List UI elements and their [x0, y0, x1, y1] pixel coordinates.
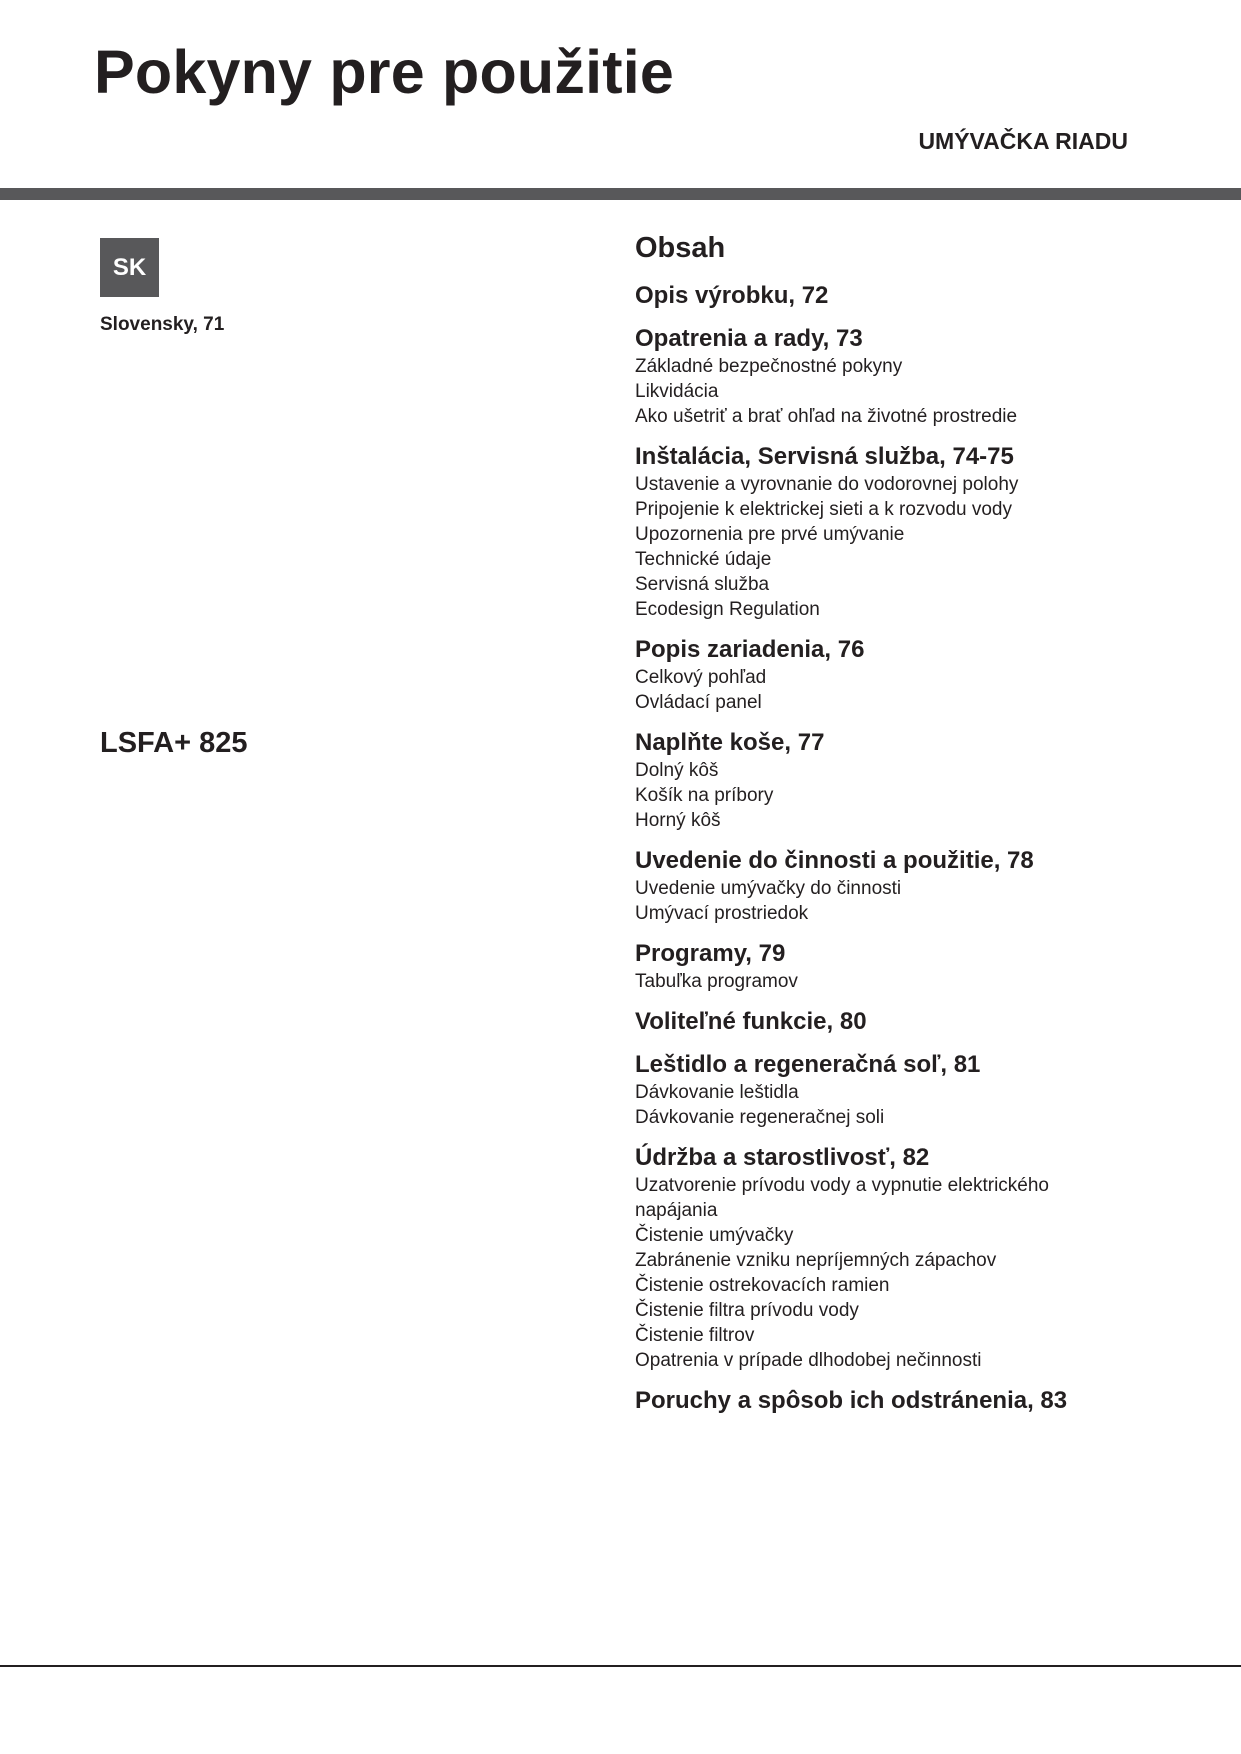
- toc-subitem[interactable]: Upozornenia pre prvé umývanie: [635, 524, 905, 545]
- toc-subitem[interactable]: Dolný kôš: [635, 760, 719, 781]
- toc-section: [635, 324, 1235, 429]
- toc-subitem[interactable]: Uzatvorenie prívodu vody a vypnutie elektrického: [635, 1175, 1050, 1196]
- toc-section: [635, 1386, 1235, 1416]
- toc-sections: [635, 281, 1235, 1416]
- toc-section: [635, 728, 1235, 833]
- table-of-contents: [635, 228, 1235, 1416]
- language-badge: SK: [100, 238, 159, 297]
- toc-subitem[interactable]: napájania: [635, 1200, 718, 1221]
- toc-section-title[interactable]: Opis výrobku, 72: [635, 282, 829, 309]
- toc-subitem[interactable]: Čistenie filtra prívodu vody: [635, 1300, 859, 1321]
- toc-subitem[interactable]: Likvidácia: [635, 381, 719, 402]
- language-page-link[interactable]: Slovensky, 71: [100, 314, 225, 335]
- page-title: Pokyny pre použitie: [94, 38, 675, 106]
- toc-subitem[interactable]: Servisná služba: [635, 574, 770, 595]
- toc-section-title[interactable]: Poruchy a spôsob ich odstránenia, 83: [635, 1387, 1068, 1414]
- toc-section: [635, 281, 1235, 311]
- toc-section: [635, 1143, 1235, 1373]
- toc-heading: Obsah: [635, 232, 726, 264]
- toc-section-title[interactable]: Údržba a starostlivosť, 82: [635, 1144, 930, 1171]
- toc-section-title[interactable]: Inštalácia, Servisná služba, 74-75: [635, 443, 1014, 470]
- toc-subitem[interactable]: Celkový pohľad: [635, 667, 767, 688]
- toc-subitem[interactable]: Dávkovanie leštidla: [635, 1082, 799, 1103]
- header-divider: [0, 188, 1241, 200]
- toc-subitem[interactable]: Ako ušetriť a brať ohľad na životné prostredie: [635, 406, 1018, 427]
- toc-subitem[interactable]: Ustavenie a vyrovnanie do vodorovnej polohy: [635, 474, 1019, 495]
- toc-subitem[interactable]: Tabuľka programov: [635, 971, 798, 992]
- toc-subitem[interactable]: Čistenie filtrov: [635, 1325, 755, 1346]
- toc-subitem[interactable]: Pripojenie k elektrickej sieti a k rozvodu vody: [635, 499, 1013, 520]
- toc-subitem[interactable]: Čistenie ostrekovacích ramien: [635, 1275, 890, 1296]
- toc-section: [635, 442, 1235, 622]
- toc-section: [635, 635, 1235, 715]
- toc-subitem[interactable]: Umývací prostriedok: [635, 903, 809, 924]
- toc-section: [635, 939, 1235, 994]
- toc-section-title[interactable]: Popis zariadenia, 76: [635, 636, 865, 663]
- toc-section-title[interactable]: Programy, 79: [635, 940, 786, 967]
- model-name: LSFA+ 825: [100, 727, 248, 759]
- toc-subitem[interactable]: Dávkovanie regeneračnej soli: [635, 1107, 885, 1128]
- toc-subitem[interactable]: Čistenie umývačky: [635, 1225, 794, 1246]
- toc-subitem[interactable]: Ovládací panel: [635, 692, 762, 713]
- toc-section: [635, 846, 1235, 926]
- toc-subitem[interactable]: Košík na príbory: [635, 785, 774, 806]
- toc-subitem[interactable]: Uvedenie umývačky do činnosti: [635, 878, 902, 899]
- toc-subitem[interactable]: Základné bezpečnostné pokyny: [635, 356, 903, 377]
- toc-section: [635, 1050, 1235, 1130]
- product-type-label: UMÝVAČKA RIADU: [918, 128, 1128, 154]
- toc-subitem[interactable]: Ecodesign Regulation: [635, 599, 820, 620]
- footer-divider: [0, 1665, 1241, 1667]
- toc-section: [635, 1007, 1235, 1037]
- toc-section-title[interactable]: Uvedenie do činnosti a použitie, 78: [635, 847, 1034, 874]
- toc-subitem[interactable]: Zabránenie vzniku nepríjemných zápachov: [635, 1250, 997, 1271]
- toc-section-title[interactable]: Opatrenia a rady, 73: [635, 325, 863, 352]
- toc-section-title[interactable]: Voliteľné funkcie, 80: [635, 1008, 867, 1035]
- toc-subitem[interactable]: Technické údaje: [635, 549, 772, 570]
- toc-section-title[interactable]: Naplňte koše, 77: [635, 729, 825, 756]
- toc-section-title[interactable]: Leštidlo a regeneračná soľ, 81: [635, 1051, 981, 1078]
- toc-subitem[interactable]: Horný kôš: [635, 810, 721, 831]
- toc-subitem[interactable]: Opatrenia v prípade dlhodobej nečinnosti: [635, 1350, 982, 1371]
